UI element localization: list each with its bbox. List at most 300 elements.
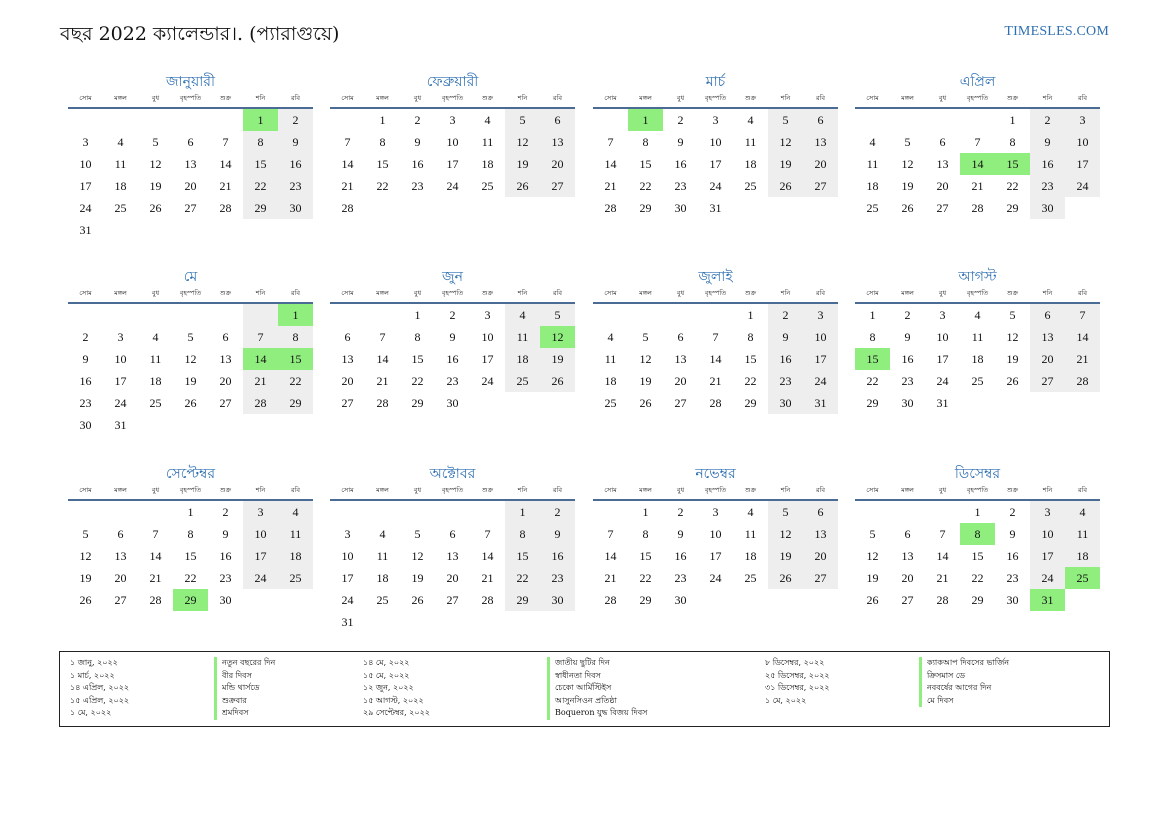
- month-block: [68, 464, 313, 611]
- weekday-label: বৃহস্পতি: [704, 289, 727, 297]
- day-cell: 29: [278, 392, 313, 414]
- day-cell: 27: [184, 201, 197, 215]
- weekday-label: শুক্র: [1006, 94, 1019, 102]
- day-cell: 18: [505, 348, 540, 370]
- day-cell: 24: [446, 179, 459, 193]
- legend-entry: স্বাধীনতা দিবস: [547, 670, 647, 683]
- day-cell: 15: [505, 545, 540, 567]
- day-cell: 16: [674, 549, 687, 563]
- day-cell: 23: [446, 374, 459, 388]
- empty-cell: [208, 304, 243, 326]
- empty-cell: [435, 501, 470, 523]
- day-cell: 5: [82, 527, 89, 541]
- day-cell: 8: [642, 527, 649, 541]
- weekday-label: বৃহস্পতি: [966, 289, 989, 297]
- legend-entry: মে দিবস: [919, 695, 1009, 708]
- month-name: নভেম্বর: [695, 466, 736, 482]
- day-cell: 28: [604, 593, 617, 607]
- day-cell: 12: [184, 352, 197, 366]
- weekday-label: সোম: [341, 486, 354, 494]
- day-cell: 17: [1065, 153, 1100, 175]
- day-cell: 3: [344, 527, 351, 541]
- day-cell: 5: [414, 527, 421, 541]
- weekday-label: শনি: [780, 486, 791, 494]
- day-cell: 22: [971, 571, 984, 585]
- day-cell: 2: [414, 113, 421, 127]
- legend-entry: ৮ ডিসেম্বর, ২০২২: [765, 658, 825, 667]
- weekday-label: রবি: [1077, 486, 1088, 494]
- weekday-label: শনি: [780, 289, 791, 297]
- day-cell: 6: [677, 330, 684, 344]
- month-block: [593, 267, 838, 414]
- weekday-label: বুধ: [151, 94, 160, 102]
- day-cell: 8: [869, 330, 876, 344]
- weekday-label: শুক্র: [481, 486, 494, 494]
- day-cell: 8: [414, 330, 421, 344]
- day-cell: 3: [484, 308, 491, 322]
- day-cell: 10: [709, 527, 722, 541]
- weekday-header: [593, 92, 838, 109]
- day-cell: 12: [505, 131, 540, 153]
- day-cell: 10: [1030, 523, 1065, 545]
- day-cell: 13: [341, 352, 354, 366]
- weekday-label: শুক্র: [1006, 289, 1019, 297]
- day-cell: 5: [904, 135, 911, 149]
- day-cell: 25: [481, 179, 494, 193]
- day-cell: 18: [481, 157, 494, 171]
- day-cell: 18: [744, 549, 757, 563]
- day-cell: 6: [117, 527, 124, 541]
- legend-entry: শুক্রবার: [214, 695, 275, 708]
- legend-entry: ক্যাকআপ দিবসের ভার্জিন: [919, 657, 1009, 670]
- day-cell: 15: [639, 549, 652, 563]
- day-cell: 25: [744, 179, 757, 193]
- weekday-label: মঙ্গল: [376, 289, 389, 297]
- holiday-day-cell: 31: [1030, 589, 1065, 611]
- day-cell: 12: [639, 352, 652, 366]
- day-cell: 14: [376, 352, 389, 366]
- weekday-label: শনি: [780, 94, 791, 102]
- weekday-label: শনি: [1042, 289, 1053, 297]
- weekday-label: বৃহস্পতি: [441, 486, 464, 494]
- holiday-day-cell: 14: [960, 153, 995, 175]
- day-cell: 4: [152, 330, 159, 344]
- day-cell: 21: [376, 374, 389, 388]
- holiday-day-cell: 1: [278, 304, 313, 326]
- day-cell: 18: [604, 374, 617, 388]
- day-cell: 17: [481, 352, 494, 366]
- day-cell: 26: [184, 396, 197, 410]
- legend-entry: আসুনসিওন প্রতিষ্ঠা: [547, 695, 647, 708]
- legend-names-1: [214, 657, 275, 720]
- day-cell: 6: [344, 330, 351, 344]
- empty-cell: [960, 109, 995, 131]
- weekday-label: মঙ্গল: [114, 486, 127, 494]
- day-cell: 5: [152, 135, 159, 149]
- day-cell: 18: [971, 352, 984, 366]
- day-cell: 11: [505, 326, 540, 348]
- legend-entry: বীর দিবস: [214, 670, 275, 683]
- day-cell: 29: [505, 589, 540, 611]
- empty-cell: [173, 304, 208, 326]
- weekday-label: মঙ্গল: [114, 289, 127, 297]
- empty-cell: [628, 304, 663, 326]
- empty-cell: [593, 109, 628, 131]
- empty-cell: [138, 304, 173, 326]
- day-cell: 7: [243, 326, 278, 348]
- month-name: মার্চ: [705, 74, 726, 90]
- day-cell: 15: [744, 352, 757, 366]
- day-cell: 20: [674, 374, 687, 388]
- day-cell: 13: [936, 157, 949, 171]
- day-cell: 17: [936, 352, 949, 366]
- month-name: জানুয়ারী: [166, 74, 215, 90]
- day-cell: 1: [974, 505, 981, 519]
- day-cell: 24: [936, 374, 949, 388]
- day-cell: 3: [82, 135, 89, 149]
- day-cell: 19: [866, 571, 879, 585]
- empty-cell: [138, 109, 173, 131]
- weekday-label: বৃহস্পতি: [179, 289, 202, 297]
- day-cell: 23: [411, 179, 424, 193]
- day-cell: 13: [803, 523, 838, 545]
- legend-entry: ১ মার্চ, ২০২২: [70, 670, 115, 680]
- day-cell: 10: [446, 135, 459, 149]
- day-cell: 6: [939, 135, 946, 149]
- holiday-day-cell: 1: [243, 109, 278, 131]
- day-cell: 12: [411, 549, 424, 563]
- day-cell: 20: [803, 545, 838, 567]
- day-cell: 8: [505, 523, 540, 545]
- weekday-label: শনি: [1042, 486, 1053, 494]
- day-cell: 28: [971, 201, 984, 215]
- day-cell: 15: [376, 157, 389, 171]
- empty-cell: [173, 109, 208, 131]
- weekday-header: [593, 287, 838, 304]
- day-cell: 4: [974, 308, 981, 322]
- day-cell: 27: [936, 201, 949, 215]
- day-cell: 4: [1065, 501, 1100, 523]
- day-cell: 19: [149, 179, 162, 193]
- weekday-label: রবি: [552, 486, 563, 494]
- day-cell: 23: [768, 370, 803, 392]
- month-block: [330, 464, 575, 633]
- day-cell: 24: [481, 374, 494, 388]
- day-cell: 11: [744, 527, 757, 541]
- day-cell: 26: [149, 201, 162, 215]
- weekday-header: [593, 484, 838, 501]
- day-cell: 20: [936, 179, 949, 193]
- day-cell: 11: [744, 135, 757, 149]
- day-cell: 4: [747, 505, 754, 519]
- day-cell: 27: [446, 593, 459, 607]
- day-cell: 15: [184, 549, 197, 563]
- day-cell: 1: [505, 501, 540, 523]
- day-cell: 28: [219, 201, 232, 215]
- day-cell: 22: [866, 374, 879, 388]
- day-cell: 30: [1006, 593, 1019, 607]
- legend-entry: Boqueron যুদ্ধ বিজয় দিবস: [547, 707, 647, 720]
- weekday-label: রবি: [552, 94, 563, 102]
- day-cell: 24: [79, 201, 92, 215]
- month-block: [68, 267, 313, 436]
- day-cell: 29: [411, 396, 424, 410]
- weekday-label: বুধ: [676, 486, 685, 494]
- weekday-label: রবি: [290, 486, 301, 494]
- day-cell: 11: [1065, 523, 1100, 545]
- day-cell: 30: [901, 396, 914, 410]
- month-name: ডিসেম্বর: [954, 466, 1001, 482]
- day-cell: 7: [607, 135, 614, 149]
- day-cell: 30: [219, 593, 232, 607]
- legend-dates-1: [70, 657, 129, 720]
- day-cell: 10: [936, 330, 949, 344]
- day-cell: 27: [540, 175, 575, 197]
- weekday-label: শনি: [517, 94, 528, 102]
- month-name: আগস্ট: [958, 269, 997, 285]
- weekday-label: বৃহস্পতি: [179, 94, 202, 102]
- day-cell: 23: [219, 571, 232, 585]
- day-cell: 16: [278, 153, 313, 175]
- month-name: ফেব্রুয়ারী: [426, 74, 479, 90]
- weekday-label: রবি: [815, 486, 826, 494]
- day-cell: 18: [744, 157, 757, 171]
- day-cell: 26: [411, 593, 424, 607]
- day-cell: 27: [901, 593, 914, 607]
- weekday-label: শুক্র: [744, 486, 757, 494]
- month-block: [330, 72, 575, 219]
- weekday-label: শনি: [1042, 94, 1053, 102]
- day-cell: 1: [414, 308, 421, 322]
- day-cell: 30: [278, 197, 313, 219]
- day-cell: 11: [604, 352, 617, 366]
- weekday-label: শুক্র: [481, 94, 494, 102]
- days-grid: [330, 109, 575, 219]
- weekday-label: মঙ্গল: [901, 289, 914, 297]
- weekday-label: মঙ্গল: [114, 94, 127, 102]
- day-cell: 14: [149, 549, 162, 563]
- day-cell: 26: [768, 175, 803, 197]
- day-cell: 3: [712, 505, 719, 519]
- day-cell: 26: [866, 593, 879, 607]
- day-cell: 23: [1006, 571, 1019, 585]
- weekday-label: শনি: [517, 486, 528, 494]
- day-cell: 28: [1065, 370, 1100, 392]
- day-cell: 27: [803, 567, 838, 589]
- day-cell: 26: [901, 201, 914, 215]
- day-cell: 25: [866, 201, 879, 215]
- weekday-label: সোম: [79, 486, 92, 494]
- day-cell: 28: [341, 201, 354, 215]
- day-cell: 28: [243, 392, 278, 414]
- day-cell: 9: [449, 330, 456, 344]
- day-cell: 11: [376, 549, 389, 563]
- page-title: বছর 2022 ক্যালেন্ডার।. (প্যারাগুয়ে): [60, 23, 340, 45]
- day-cell: 7: [939, 527, 946, 541]
- day-cell: 12: [79, 549, 92, 563]
- day-cell: 28: [481, 593, 494, 607]
- day-cell: 12: [1006, 330, 1019, 344]
- day-cell: 13: [219, 352, 232, 366]
- weekday-label: বৃহস্পতি: [966, 94, 989, 102]
- weekday-label: বুধ: [938, 289, 947, 297]
- day-cell: 7: [344, 135, 351, 149]
- day-cell: 10: [803, 326, 838, 348]
- day-cell: 27: [1030, 370, 1065, 392]
- day-cell: 31: [936, 396, 949, 410]
- day-cell: 19: [1006, 352, 1019, 366]
- day-cell: 2: [768, 304, 803, 326]
- day-cell: 6: [1030, 304, 1065, 326]
- weekday-label: বৃহস্পতি: [179, 486, 202, 494]
- day-cell: 22: [278, 370, 313, 392]
- day-cell: 7: [974, 135, 981, 149]
- legend-entry: চেকো আর্মিস্টিইস: [547, 682, 647, 695]
- day-cell: 4: [747, 113, 754, 127]
- legend-entry: ১ মে, ২০২২: [70, 708, 112, 717]
- weekday-label: শনি: [517, 289, 528, 297]
- month-name: জুন: [442, 269, 463, 285]
- legend-entry: ১ মে, ২০২২: [765, 695, 807, 705]
- legend-names-3: [919, 657, 1009, 707]
- weekday-header: [68, 92, 313, 109]
- day-cell: 8: [278, 326, 313, 348]
- day-cell: 10: [79, 157, 92, 171]
- day-cell: 15: [411, 352, 424, 366]
- day-cell: 28: [149, 593, 162, 607]
- empty-cell: [330, 109, 365, 131]
- weekday-label: মঙ্গল: [639, 486, 652, 494]
- day-cell: 3: [243, 501, 278, 523]
- month-name: মে: [183, 269, 198, 285]
- day-cell: 9: [768, 326, 803, 348]
- day-cell: 10: [481, 330, 494, 344]
- weekday-label: মঙ্গল: [639, 94, 652, 102]
- day-cell: 30: [1030, 197, 1065, 219]
- weekday-label: বুধ: [676, 94, 685, 102]
- day-cell: 21: [709, 374, 722, 388]
- empty-cell: [365, 304, 400, 326]
- brand-link[interactable]: TIMESLES.COM: [1004, 24, 1109, 39]
- day-cell: 4: [117, 135, 124, 149]
- day-cell: 26: [1006, 374, 1019, 388]
- day-cell: 7: [607, 527, 614, 541]
- month-name: সেপ্টেম্বর: [165, 466, 216, 482]
- day-cell: 19: [411, 571, 424, 585]
- days-grid: [593, 304, 838, 414]
- day-cell: 1: [379, 113, 386, 127]
- empty-cell: [470, 501, 505, 523]
- day-cell: 16: [79, 374, 92, 388]
- weekday-label: বুধ: [676, 289, 685, 297]
- empty-cell: [68, 501, 103, 523]
- day-cell: 22: [639, 179, 652, 193]
- empty-cell: [330, 501, 365, 523]
- day-cell: 11: [278, 523, 313, 545]
- day-cell: 9: [1009, 527, 1016, 541]
- day-cell: 28: [709, 396, 722, 410]
- day-cell: 20: [1030, 348, 1065, 370]
- days-grid: [68, 304, 313, 436]
- day-cell: 22: [411, 374, 424, 388]
- day-cell: 12: [866, 549, 879, 563]
- weekday-label: সোম: [79, 289, 92, 297]
- day-cell: 23: [79, 396, 92, 410]
- legend-dates-2: [363, 657, 430, 720]
- weekday-header: [855, 92, 1100, 109]
- day-cell: 13: [540, 131, 575, 153]
- day-cell: 4: [484, 113, 491, 127]
- empty-cell: [855, 109, 890, 131]
- days-grid: [855, 501, 1100, 611]
- day-cell: 22: [1006, 179, 1019, 193]
- day-cell: 16: [446, 352, 459, 366]
- day-cell: 6: [803, 501, 838, 523]
- day-cell: 30: [446, 396, 459, 410]
- weekday-label: বুধ: [151, 486, 160, 494]
- day-cell: 17: [709, 549, 722, 563]
- legend-entry: ১৫ মে, ২০২২: [363, 670, 410, 680]
- weekday-label: বুধ: [151, 289, 160, 297]
- day-cell: 20: [803, 153, 838, 175]
- day-cell: 17: [803, 348, 838, 370]
- day-cell: 5: [869, 527, 876, 541]
- month-name: অক্টোবর: [429, 466, 476, 482]
- day-cell: 14: [604, 549, 617, 563]
- weekday-label: শুক্র: [744, 289, 757, 297]
- day-cell: 5: [505, 109, 540, 131]
- day-cell: 9: [278, 131, 313, 153]
- day-cell: 10: [114, 352, 127, 366]
- weekday-label: শুক্র: [219, 289, 232, 297]
- day-cell: 1: [1009, 113, 1016, 127]
- day-cell: 14: [219, 157, 232, 171]
- day-cell: 9: [82, 352, 89, 366]
- day-cell: 28: [604, 201, 617, 215]
- day-cell: 2: [1009, 505, 1016, 519]
- weekday-header: [68, 484, 313, 501]
- empty-cell: [925, 501, 960, 523]
- day-cell: 8: [379, 135, 386, 149]
- legend-entry: ১৫ আগস্ট, ২০২২: [363, 695, 424, 705]
- day-cell: 17: [79, 179, 92, 193]
- day-cell: 21: [481, 571, 494, 585]
- day-cell: 25: [604, 396, 617, 410]
- weekday-label: শনি: [255, 94, 266, 102]
- day-cell: 19: [768, 153, 803, 175]
- day-cell: 28: [376, 396, 389, 410]
- day-cell: 14: [604, 157, 617, 171]
- day-cell: 31: [341, 615, 354, 629]
- day-cell: 9: [1030, 131, 1065, 153]
- weekday-label: রবি: [552, 289, 563, 297]
- day-cell: 30: [79, 418, 92, 432]
- weekday-label: রবি: [290, 289, 301, 297]
- days-grid: [330, 501, 575, 633]
- day-cell: 17: [114, 374, 127, 388]
- month-name: এপ্রিল: [959, 74, 996, 90]
- day-cell: 1: [642, 505, 649, 519]
- day-cell: 27: [803, 175, 838, 197]
- day-cell: 19: [79, 571, 92, 585]
- day-cell: 3: [939, 308, 946, 322]
- day-cell: 18: [278, 545, 313, 567]
- weekday-label: শুক্র: [219, 486, 232, 494]
- day-cell: 14: [1065, 326, 1100, 348]
- day-cell: 21: [1065, 348, 1100, 370]
- month-block: [855, 72, 1100, 219]
- holiday-day-cell: 15: [278, 348, 313, 370]
